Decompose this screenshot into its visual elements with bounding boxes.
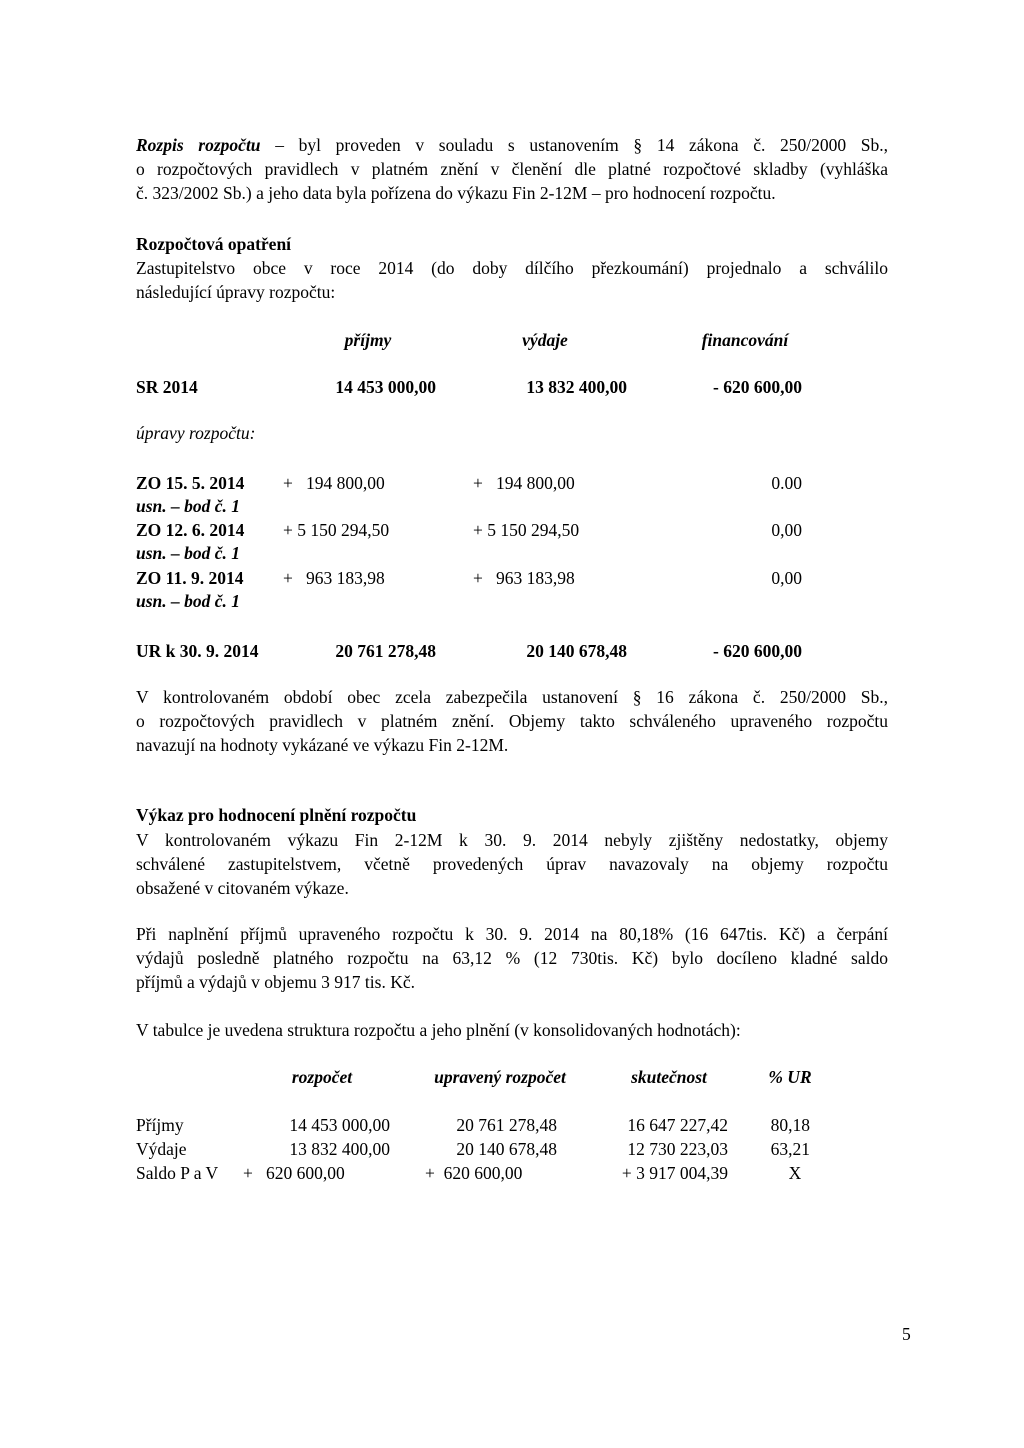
intro-line-1-text: – byl proveden v souladu s ustanovením § 14 zákona č. 250/2000 Sb., [260, 135, 888, 155]
change-row-2-expenses: + 5 150 294,50 [473, 520, 580, 540]
intro-line-3: č. 323/2002 Sb.) a jeho data byla pořízena do výkazu Fin 2-12M – pro hodnocení rozpočtu. [136, 183, 776, 203]
budget-measures-heading: Rozpočtová opatření [136, 234, 292, 254]
change-row-3-financing: 0,00 [771, 568, 802, 588]
change-row-1-sub: usn. – bod č. 1 [136, 496, 241, 516]
summary-row-expenses-actual: 12 730 223,03 [627, 1139, 728, 1159]
change-row-1-label: ZO 15. 5. 2014 [136, 473, 245, 493]
report-heading: Výkaz pro hodnocení plnění rozpočtu [136, 805, 417, 825]
summary-row-balance-adjusted: + 620 600,00 [425, 1163, 523, 1183]
summary-header-adjusted: upravený rozpočet [434, 1067, 566, 1087]
summary-row-balance-pct: X [788, 1163, 802, 1183]
change-row-2-sub: usn. – bod č. 1 [136, 543, 241, 563]
ur-row-financing: - 620 600,00 [713, 641, 802, 661]
summary-row-expenses-pct: 63,21 [770, 1139, 810, 1159]
conclusion-line-2: o rozpočtových pravidlech v platném znění. Objemy takto schváleného upraveného rozpočtu [136, 711, 888, 731]
change-row-3-income: + 963 183,98 [283, 568, 385, 588]
conclusion-line-3: navazují na hodnoty vykázané ve výkazu Fin 2-12M. [136, 735, 509, 755]
budget-measures-line-2: následující úpravy rozpočtu: [136, 282, 336, 302]
summary-row-expenses-budget: 13 832 400,00 [289, 1139, 390, 1159]
change-row-1-income: + 194 800,00 [283, 473, 385, 493]
change-row-1-expenses: + 194 800,00 [473, 473, 575, 493]
summary-row-expenses-adjusted: 20 140 678,48 [456, 1139, 557, 1159]
table-intro: V tabulce je uvedena struktura rozpočtu a jeho plnění (v konsolidovaných hodnotách): [136, 1020, 741, 1040]
change-row-2-income: + 5 150 294,50 [283, 520, 390, 540]
column-header-financing: financování [701, 330, 789, 350]
summary-header-budget: rozpočet [291, 1067, 353, 1087]
report-line-1: V kontrolovaném výkazu Fin 2-12M k 30. 9. 2014 nebyly zjištěny nedostatky, objemy [136, 830, 888, 850]
ur-row-income: 20 761 278,48 [335, 641, 436, 661]
sr-row-label: SR 2014 [136, 377, 198, 397]
intro-lead-label: Rozpis rozpočtu [136, 135, 261, 155]
report-line-2: schválené zastupitelstvem, včetně provedených úprav navazovaly na objemy rozpočtu [136, 854, 888, 874]
summary-row-income-budget: 14 453 000,00 [289, 1115, 390, 1135]
column-header-expenses: výdaje [522, 330, 568, 350]
summary-row-income-adjusted: 20 761 278,48 [456, 1115, 557, 1135]
fulfilment-line-3: příjmů a výdajů v objemu 3 917 tis. Kč. [136, 972, 415, 992]
report-paragraph [136, 828, 888, 900]
conclusion-paragraph [136, 685, 888, 757]
fulfilment-line-2: výdajů posledně platného rozpočtu na 63,12 % (12 730tis. Kč) bylo docíleno kladné saldo [136, 948, 888, 968]
summary-row-balance-actual: + 3 917 004,39 [621, 1163, 728, 1183]
ur-row-label: UR k 30. 9. 2014 [136, 641, 259, 661]
column-header-income: příjmy [344, 330, 392, 350]
report-line-3: obsažené v citovaném výkaze. [136, 878, 349, 898]
change-row-3-expenses: + 963 183,98 [473, 568, 575, 588]
intro-line-1 [136, 133, 888, 157]
summary-row-expenses-label: Výdaje [136, 1139, 187, 1159]
sr-row-income: 14 453 000,00 [335, 377, 436, 397]
summary-row-balance-label: Saldo P a V [136, 1163, 219, 1183]
intro-paragraph [136, 133, 888, 205]
change-row-1-financing: 0.00 [771, 473, 802, 493]
summary-row-income-actual: 16 647 227,42 [627, 1115, 728, 1135]
budget-measures-text [136, 256, 888, 304]
summary-row-income-pct: 80,18 [770, 1115, 810, 1135]
ur-row-expenses: 20 140 678,48 [526, 641, 627, 661]
intro-line-2: o rozpočtových pravidlech v platném znění v členění dle platné rozpočtové skladby (vyhláška [136, 159, 888, 179]
summary-row-income-label: Příjmy [136, 1115, 184, 1135]
conclusion-line-1: V kontrolovaném období obec zcela zabezpečila ustanovení § 16 zákona č. 250/2000 Sb., [136, 687, 888, 707]
fulfilment-line-1: Při naplnění příjmů upraveného rozpočtu k 30. 9. 2014 na 80,18% (16 647tis. Kč) a čerpání [136, 924, 888, 944]
change-row-3-label: ZO 11. 9. 2014 [136, 568, 244, 588]
summary-header-actual: skutečnost [631, 1067, 707, 1087]
page-number: 5 [902, 1324, 911, 1344]
fulfilment-paragraph [136, 922, 888, 994]
change-row-2-label: ZO 12. 6. 2014 [136, 520, 245, 540]
budget-measures-line-1: Zastupitelstvo obce v roce 2014 (do doby dílčího přezkoumání) projednalo a schválilo [136, 258, 888, 278]
summary-row-balance-budget: + 620 600,00 [243, 1163, 345, 1183]
change-row-2-financing: 0,00 [771, 520, 802, 540]
sr-row-expenses: 13 832 400,00 [526, 377, 627, 397]
summary-header-pct: % UR [768, 1067, 812, 1087]
change-row-3-sub: usn. – bod č. 1 [136, 591, 241, 611]
changes-label: úpravy rozpočtu: [136, 423, 256, 443]
sr-row-financing: - 620 600,00 [713, 377, 802, 397]
